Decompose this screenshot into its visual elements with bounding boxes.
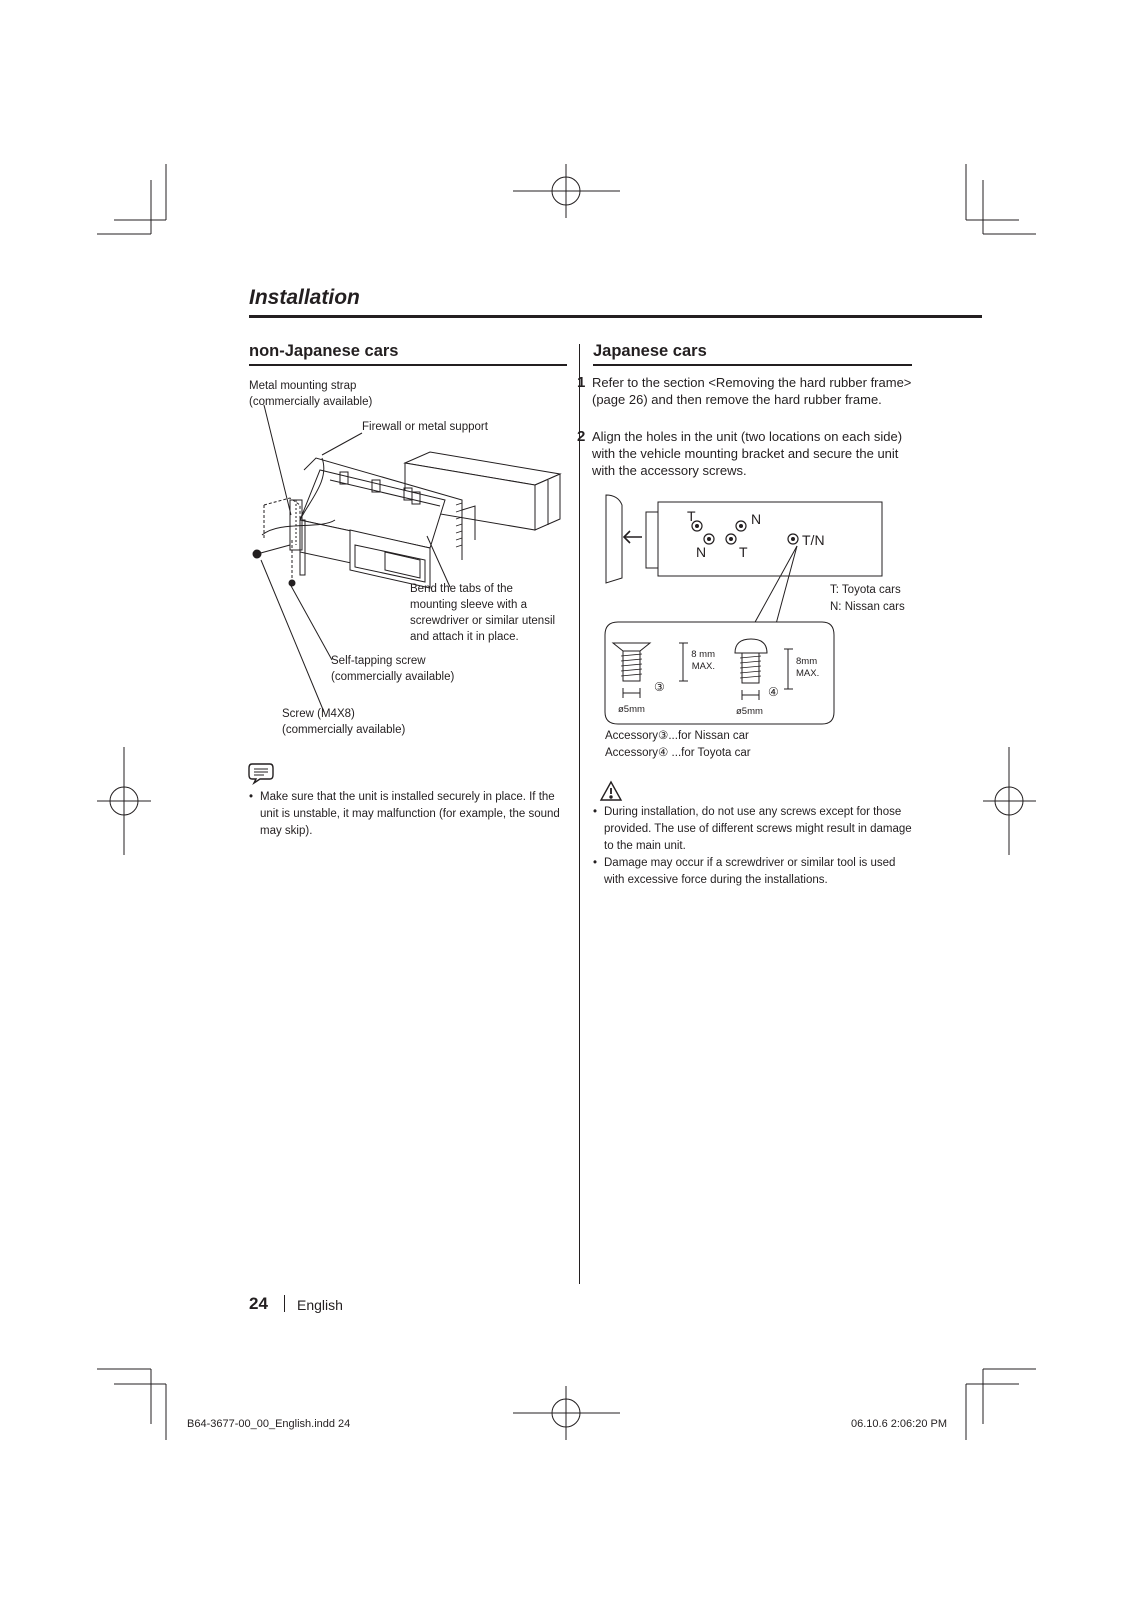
hole-label-t-bottom: T — [739, 544, 748, 560]
arrow-left-icon — [622, 530, 644, 544]
label-line: (commercially available) — [282, 724, 406, 736]
label-line: Self-tapping screw — [331, 655, 426, 667]
accessory-3 — [605, 728, 749, 744]
step-text: Refer to the section <Removing the hard rubber frame> (page 26) and then remove the hard rubber frame. — [592, 375, 912, 407]
step-number: 2 — [577, 428, 586, 445]
hole-label-t-top: T — [687, 508, 696, 524]
screw4-length-value: 8mm — [796, 656, 818, 667]
screw3-max: MAX. — [691, 661, 715, 672]
label-line: and attach it in place. — [410, 631, 519, 643]
accessory-id: ④ — [658, 747, 669, 759]
screw4-id: ④ — [768, 685, 779, 699]
footer-file: B64-3677-00_00_English.indd 24 — [187, 1418, 351, 1430]
label-line: screwdriver or similar utensil — [410, 615, 556, 627]
cautions-list — [593, 804, 918, 889]
screw3-id: ③ — [654, 680, 665, 694]
footer-timestamp: 06.10.6 2:06:20 PM — [851, 1418, 948, 1430]
screw3-diameter: ø5mm — [618, 704, 645, 715]
screw4-max: MAX. — [796, 668, 820, 679]
label-line: (commercially available) — [249, 396, 373, 408]
screw3-length — [689, 649, 715, 673]
screw4-length — [796, 656, 819, 680]
section-title: Installation — [249, 286, 360, 309]
accessory-text: ...for Nissan car — [668, 730, 749, 742]
heading-japanese-cars: Japanese cars — [593, 342, 707, 360]
accessory-prefix: Accessory — [605, 730, 659, 742]
accessory-4 — [605, 745, 751, 761]
legend-nissan: N: Nissan cars — [830, 601, 905, 613]
page-number: 24 — [249, 1294, 268, 1313]
legend-toyota: T: Toyota cars — [830, 584, 901, 596]
label-firewall: Firewall or metal support — [362, 421, 488, 433]
screw3-length-value: 8 mm — [691, 649, 715, 660]
accessory-text: ...for Toyota car — [668, 747, 751, 759]
accessory-prefix: Accessory — [605, 747, 659, 759]
screw4-diameter: ø5mm — [736, 706, 763, 717]
label-line: Metal mounting strap — [249, 380, 357, 392]
caution-item: • Damage may occur if a screwdriver or similar tool is used with excessive force during the installations. — [593, 855, 918, 889]
hole-label-n-top: N — [751, 511, 762, 527]
hole-label-tn: T/N — [802, 532, 825, 548]
label-line: mounting sleeve with a — [410, 599, 527, 611]
label-line: Screw (M4X8) — [282, 708, 355, 720]
caution-triangle-icon — [599, 780, 623, 802]
heading-non-japanese-cars: non-Japanese cars — [249, 342, 399, 360]
caution-item: • During installation, do not use any screws except for those provided. The use of different screws might result in damage to the main unit. — [593, 804, 918, 855]
page-language: English — [297, 1297, 343, 1313]
note-item: • Make sure that the unit is installed securely in place. If the unit is unstable, it may malfunction (for example, the sound may skip). — [249, 789, 567, 840]
page-separator — [284, 1295, 285, 1312]
label-line: (commercially available) — [331, 671, 455, 683]
hole-label-n-bottom: N — [696, 544, 707, 560]
step-text: Align the holes in the unit (two locations on each side) with the vehicle mounting bracket and secure the unit with the accessory screws. — [592, 429, 903, 478]
accessory-id: ③ — [658, 730, 669, 742]
label-line: Bend the tabs of the — [410, 583, 513, 595]
step-number: 1 — [577, 374, 586, 391]
